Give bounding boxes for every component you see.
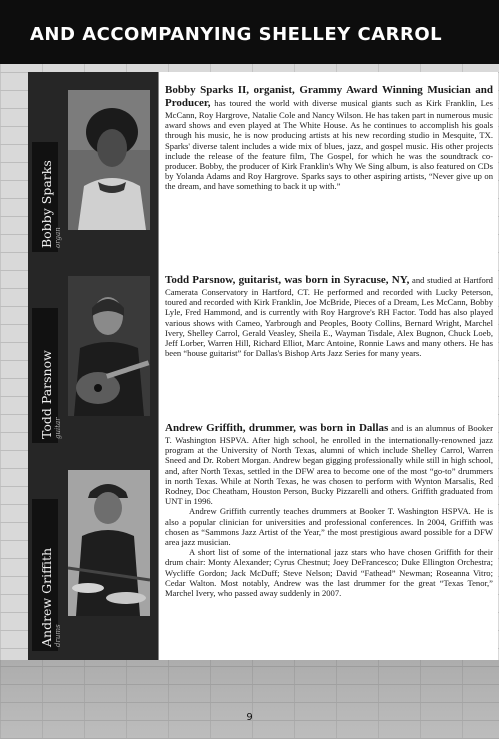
page-title: AND ACCOMPANYING SHELLEY CARROL bbox=[30, 24, 443, 45]
bio-lead: Bobby Sparks II, organist, Grammy Award Winning Musician and Producer, bbox=[165, 84, 493, 109]
name-tab bbox=[32, 499, 62, 651]
andrew-griffith-portrait bbox=[68, 470, 150, 616]
name-tab bbox=[32, 142, 62, 252]
musician-role: guitar bbox=[54, 417, 62, 439]
musician-photo-block bbox=[28, 72, 158, 262]
musician-photo bbox=[68, 470, 150, 616]
bio-lead: Andrew Griffith, drummer, was born in Dallas bbox=[165, 422, 389, 434]
musician-role: organ bbox=[54, 227, 62, 248]
bio-bobby-sparks bbox=[165, 84, 493, 192]
musician-role: drums bbox=[54, 624, 62, 647]
bio-lead: Todd Parsnow, guitarist, was born in Syracuse, NY, bbox=[165, 274, 410, 286]
musician-name: Todd Parsnow bbox=[39, 350, 54, 439]
musician-photo-block bbox=[28, 464, 158, 660]
musician-photo bbox=[68, 90, 150, 230]
bio-andrew-griffith bbox=[165, 422, 493, 598]
photo-column bbox=[28, 72, 158, 660]
page-number: 9 bbox=[246, 712, 253, 723]
bio-text: and is an alumnus of Booker T. Washington HSPVA. After high school, he enrolled in the internationally-renowned jazz program at the University of North Texas, alumni of which include Shelley Carrol, Warren Sneed and Dr. Robert Morgan. Andrew began gigging professionally while still in high school, and, after North Texas, settled in the DFW area to become one of the most “go-to” drummers in north Texas. While at North Texas, he was chosen to perform with Wynton Marsalis, Red Rodney, Doc Cheatham, Houston Person, Bucky Pizzarelli and others. Griffith graduated from UNT in 1996. bbox=[165, 423, 493, 507]
musician-photo bbox=[68, 276, 150, 416]
header-band bbox=[0, 0, 499, 64]
todd-parsnow-portrait bbox=[68, 276, 150, 416]
bio-text: has toured the world with diverse musical giants such as Kirk Franklin, Les McCann, Roy Hargrove, Natalie Cole and Nancy Wilson. He has taken part in numerous music award shows and even played at The White House. As he continues to accomplish his goals through his music, he is now producing artists at his new recording studio in Mesquite, TX. Sparks' diverse talent includes a wide mix of blues, jazz, and gospel music. His other projects include the release of the feature film, The Gospel, for which he was the soundtrack co-producer. Bobby, the producer of Kirk Franklin's Why We Sing album, is also featured on CDs by Yolanda Adams and Roy Hargrove. Sparks says to other aspiring artists, “Never give up on the dream, and have something to back it up with.” bbox=[165, 98, 493, 192]
musician-name: Andrew Griffith bbox=[39, 547, 54, 647]
musician-name: Bobby Sparks bbox=[39, 160, 54, 248]
bio-todd-parsnow bbox=[165, 274, 493, 358]
musician-photo-block bbox=[28, 268, 158, 458]
name-tab bbox=[32, 308, 62, 443]
bobby-sparks-portrait bbox=[68, 90, 150, 230]
wall-shadow-bottom bbox=[0, 660, 499, 739]
bio-paragraph: Andrew Griffith currently teaches drummers at Booker T. Washington HSPVA. He is also a popular clinician for universities and professional conferences. In 2004, Griffith was chosen as “Sammons Jazz Artist of the Year,” the most prestigious award possible for a DFW area jazz musician. bbox=[165, 506, 493, 548]
bio-paragraph: A short list of some of the international jazz stars who have chosen Griffith for their drum chair: Monty Alexander; Cyrus Chestnut; Joey DeFrancesco; Duke Ellington Orchestra; Wycliffe Gordon; Jack McDuff; Steve Nelson; David “Fathead” Newman; Roseanna Vitro; Cedar Walton. Most notably, Andrew was the last drummer for the great “Texas Tenor,” Marchel Ivery, who passed away suddenly in 2007. bbox=[165, 547, 493, 599]
bio-text: and studied at Hartford Camerata Conservatory in Hartford, CT. He performed and recorded with Lucky Peterson, toured and recorded with Kirk Franklin, Joe McBride, Pieces of a Dream, Les McCann, Bobby Lyle, Fred Hammond, and is currently with Roy Hargrove's RH Factor. Todd has also played various shows with Cameo, Yarbrough and Peoples, Booty Collins, Bernard Wright, Marchel Ivery, Shelley Carrol, Gerald Veasley, Sheila E., Wayman Tisdale, Alex Bugnon, Chuck Loeb, Jeff Lorber, Warren Hill, Richard Elliot, Marc Antoine, Ronnie Laws and many others. He has been “house guitarist” for Dallas's Bishop Arts Jazz Series for many years. bbox=[165, 275, 493, 359]
bio-panel bbox=[158, 72, 498, 660]
